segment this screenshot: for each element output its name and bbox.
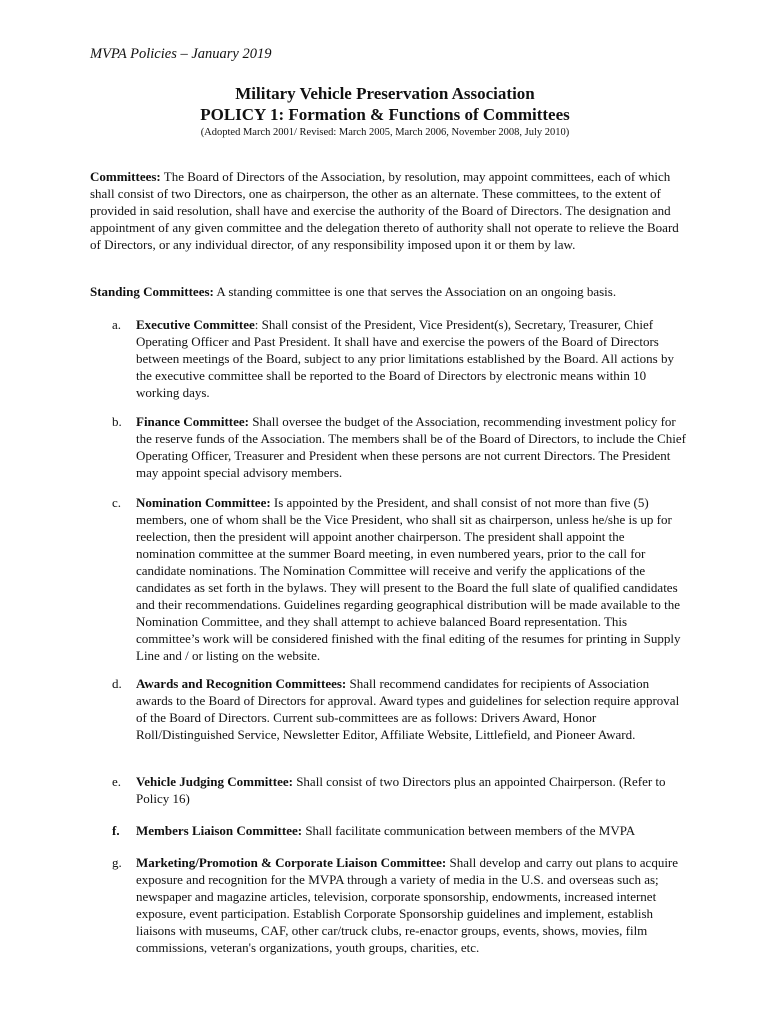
list-item-body xyxy=(136,494,686,664)
list-item-term: Nomination Committee: xyxy=(136,495,271,510)
list-item-body xyxy=(136,413,686,481)
list-item-text: Shall oversee the budget of the Association, recommending investment policy for the reserve funds of the Association. The members shall be of the Board of Directors, to include the Chief Operating Officer, Treasurer and President when these persons are not current Directors. The President may appoint special advisory members. xyxy=(136,414,686,480)
list-item-term: Members Liaison Committee: xyxy=(136,823,303,838)
title-block xyxy=(0,84,770,140)
standing-text: A standing committee is one that serves the Association on an ongoing basis. xyxy=(213,284,617,299)
committees-text: The Board of Directors of the Association, by resolution, may appoint committees, each of which shall consist of two Directors, one as chairperson, the other as an alternate. These committees, to the extent of provided in said resolution, shall have and exercise the authority of the Board of Directors. The designation and appointment of any given committee and the delegation thereto of authority shall not operate to relieve the Board of Directors, or any individual director, of any responsibility imposed upon it or them by law. xyxy=(90,169,679,252)
list-item-term: Executive Committee xyxy=(136,317,255,332)
list-item-text: Shall consist of two Directors plus an appointed Chairperson. (Refer to Policy 16) xyxy=(136,774,666,806)
list-item-body xyxy=(136,675,686,743)
standing-term: Standing Committees: xyxy=(90,284,214,299)
list-marker: d. xyxy=(112,676,122,691)
revision-history: (Adopted March 2001/ Revised: March 2005, March 2006, November 2008, July 2010) xyxy=(200,127,570,138)
list-item-text: : Shall consist of the President, Vice President(s), Secretary, Treasurer, Chief Operating Officer and Past President. It shall have and exercise the powers of the Board of Directors between meetings of the Board, subject to any prior limitations established by the Board. All actions by the executive committee shall be reported to the Board of Directors by electronic means within 10 working days. xyxy=(136,317,674,400)
list-item-text: Is appointed by the President, and shall consist of not more than five (5) members, one of whom shall be the Vice President, who shall sit as chairperson, unless he/she is up for reelection, then the president will appoint another chairperson. The president shall appoint the nomination committee at the summer Board meeting, in even numbered years, prior to the call for candidate nominations. The Nomination Committee will receive and verify the applications of the candidates as set forth in the bylaws. They will present to the Board the full slate of qualified candidates and their recommendations. Guidelines regarding geographical distribution will be made available to the Nomination Committee, and they shall attempt to achieve balanced Board representation. This committee’s work will be considered finished with the final editing of the resumes for printing in Supply Line and / or listing on the website. xyxy=(136,495,681,663)
list-item-term: Finance Committee: xyxy=(136,414,249,429)
list-item-body xyxy=(136,773,686,807)
list-marker: c. xyxy=(112,495,122,510)
list-item-text: Shall recommend candidates for recipients of Association awards to the Board of Directors for approval. Award types and guidelines for selection require approval of the Board of Directors. Current sub-committees are as follows: Drivers Award, Honor Roll/Distinguished Service, Newsletter Editor, Affiliate Website, Littlefield, and Pioneer Award. xyxy=(136,676,680,742)
list-item-continuation: liaisons with museums, CAF, other car/truck clubs, re-enactor groups, events, shows, movies, film commissions, veteran's organizations, youth groups, charities, etc. xyxy=(136,923,648,955)
list-marker: b. xyxy=(112,414,122,429)
standing-committees-paragraph xyxy=(90,283,680,300)
list-marker: g. xyxy=(112,855,122,870)
list-item-text: Shall facilitate communication between members of the MVPA xyxy=(302,823,636,838)
list-item-body xyxy=(136,316,686,401)
list-item-term: Vehicle Judging Committee: xyxy=(136,774,293,789)
list-marker: a. xyxy=(112,317,122,332)
list-marker: e. xyxy=(112,774,122,789)
list-item-body xyxy=(136,854,686,956)
policy-title: POLICY 1: Formation & Functions of Committees xyxy=(200,105,570,124)
running-header: MVPA Policies – January 2019 xyxy=(90,46,272,62)
committees-paragraph xyxy=(90,168,680,253)
list-item-term: Awards and Recognition Committees: xyxy=(136,676,347,691)
list-item-text: Shall develop and carry out plans to acquire exposure and recognition for the MVPA through a variety of media in the U.S. and overseas such as; newspaper and magazine articles, television, corporate sponsorship, endowments, increased internet exposure, event participation. Establish Corporate Sponsorship guidelines and implement, establish xyxy=(136,855,679,921)
organization-title: Military Vehicle Preservation Association xyxy=(235,84,535,103)
list-marker: f. xyxy=(112,823,120,838)
list-item-term: Marketing/Promotion & Corporate Liaison Committee: xyxy=(136,855,447,870)
committees-term: Committees: xyxy=(90,169,161,184)
list-item-body xyxy=(136,822,686,839)
